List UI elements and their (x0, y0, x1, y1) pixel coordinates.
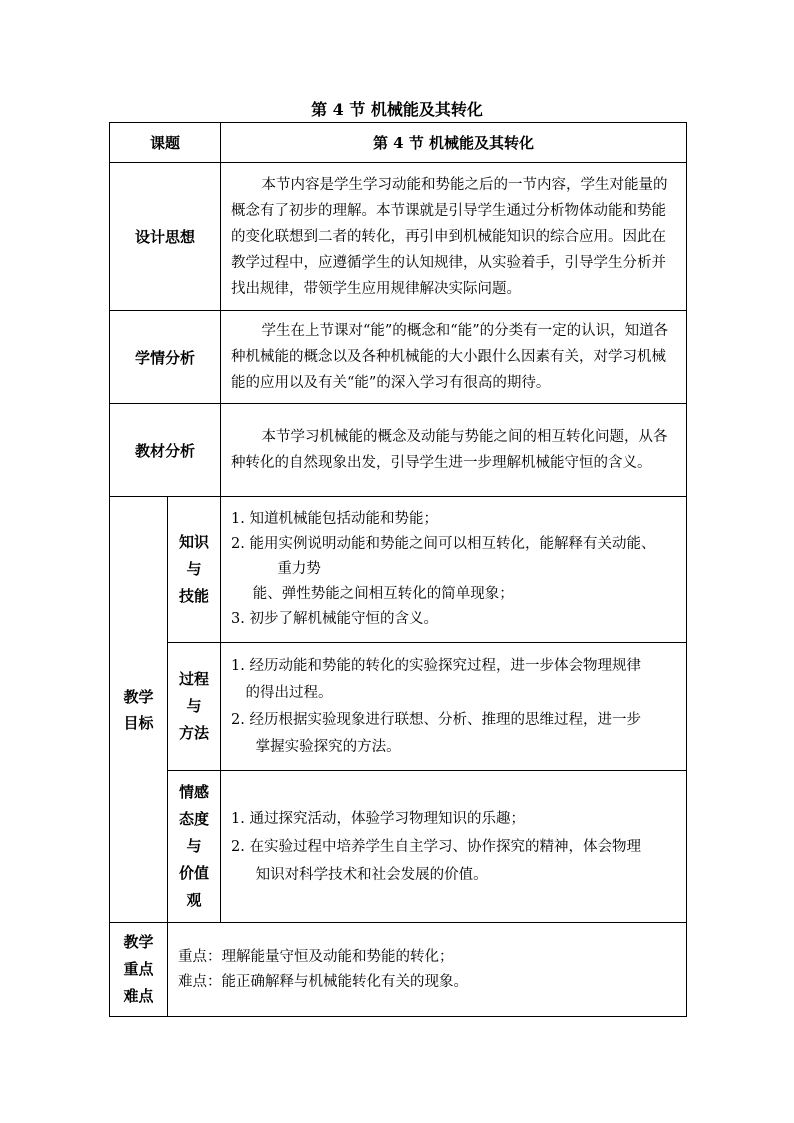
textbook-text: 本节学习机械能的概念及动能与势能之间的相互转化问题，从各种转化的自然现象出发，引导学生进一步理解机械能守恒的含义。 (221, 404, 687, 497)
knowledge-item-1: 1. 知道机械能包括动能和势能； (231, 511, 438, 527)
difficult-point: 难点：能正确解释与机械能转化有关的现象。 (178, 973, 468, 990)
process-label (168, 643, 221, 771)
process-label-3: 方法 (179, 724, 210, 742)
attitude-content (221, 771, 687, 923)
keypoints-content (168, 923, 687, 1017)
keypoints-label-2: 重点 (123, 960, 154, 978)
knowledge-item-2c: 能、弹性势能之间相互转化的简单现象； (252, 586, 514, 602)
row-textbook (110, 404, 687, 497)
process-label-2: 与 (186, 697, 202, 715)
knowledge-label (168, 497, 221, 643)
page-title: 第 4 节 机械能及其转化 (311, 100, 483, 119)
topic-label: 课题 (110, 123, 221, 163)
row-goal-process (110, 643, 687, 771)
goals-label-line1: 教学 (123, 687, 154, 706)
knowledge-label-3: 技能 (179, 587, 210, 605)
process-item-2b: 掌握实验探究的方法。 (255, 738, 401, 755)
row-design (110, 163, 687, 311)
key-point: 重点：理解能量守恒及动能和势能的转化； (178, 948, 454, 965)
knowledge-item-2b: 重力势 (277, 561, 321, 577)
keypoints-label (110, 923, 168, 1017)
textbook-label: 教材分析 (110, 404, 221, 497)
attitude-label-3: 与 (186, 837, 202, 855)
attitude-label-4: 价值 (179, 864, 210, 882)
row-goal-knowledge (110, 497, 687, 643)
row-goal-attitude (110, 771, 687, 923)
knowledge-label-1: 知识 (179, 533, 210, 551)
keypoints-label-3: 难点 (123, 987, 154, 1005)
process-item-2a: 2. 经历根据实验现象进行联想、分析、推理的思维过程，进一步 (231, 711, 641, 728)
knowledge-label-2: 与 (186, 560, 202, 578)
attitude-label (168, 771, 221, 923)
row-topic (110, 123, 687, 163)
row-students (110, 311, 687, 404)
attitude-item-2b: 知识对科学技术和社会发展的价值。 (255, 866, 488, 883)
topic-value: 第 4 节 机械能及其转化 (221, 123, 687, 163)
design-text: 本节内容是学生学习动能和势能之后的一节内容，学生对能量的概念有了初步的理解。本节课就是引导学生通过分析物体动能和势能的变化联想到二者的转化，再引申到机械能知识的综合应用。因此在教学过程中，应遵循学生的认知规律，从实验着手，引导学生分析并找出规律，带领学生应用规律解决实际问题。 (221, 163, 687, 311)
students-text: 学生在上节课对“能”的概念和“能”的分类有一定的认识，知道各种机械能的概念以及各种机械能的大小跟什么因素有关，对学习机械能的应用以及有关“能”的深入学习有很高的期待。 (221, 311, 687, 404)
goals-label-line2: 目标 (123, 713, 154, 732)
row-keypoints (110, 923, 687, 1017)
attitude-item-2a: 2. 在实验过程中培养学生自主学习、协作探究的精神，体会物理 (231, 838, 641, 855)
design-label: 设计思想 (110, 163, 221, 311)
goals-label (110, 497, 168, 923)
lesson-plan-table (109, 122, 687, 1017)
process-item-1b: 的得出过程。 (245, 684, 333, 701)
attitude-label-2: 态度 (179, 810, 210, 828)
knowledge-item-2a: 2. 能用实例说明动能和势能之间可以相互转化，能解释有关动能、 (231, 536, 656, 552)
knowledge-content (221, 497, 687, 643)
attitude-label-1: 情感 (179, 783, 210, 801)
process-content (221, 643, 687, 771)
keypoints-label-1: 教学 (123, 933, 154, 951)
process-item-1a: 1. 经历动能和势能的转化的实验探究过程，进一步体会物理规律 (231, 657, 641, 674)
attitude-item-1: 1. 通过探究活动，体验学习物理知识的乐趣； (231, 810, 525, 827)
process-label-1: 过程 (179, 670, 210, 688)
knowledge-item-3: 3. 初步了解机械能守恒的含义。 (231, 611, 438, 627)
students-label: 学情分析 (110, 311, 221, 404)
attitude-label-5: 观 (186, 891, 202, 909)
